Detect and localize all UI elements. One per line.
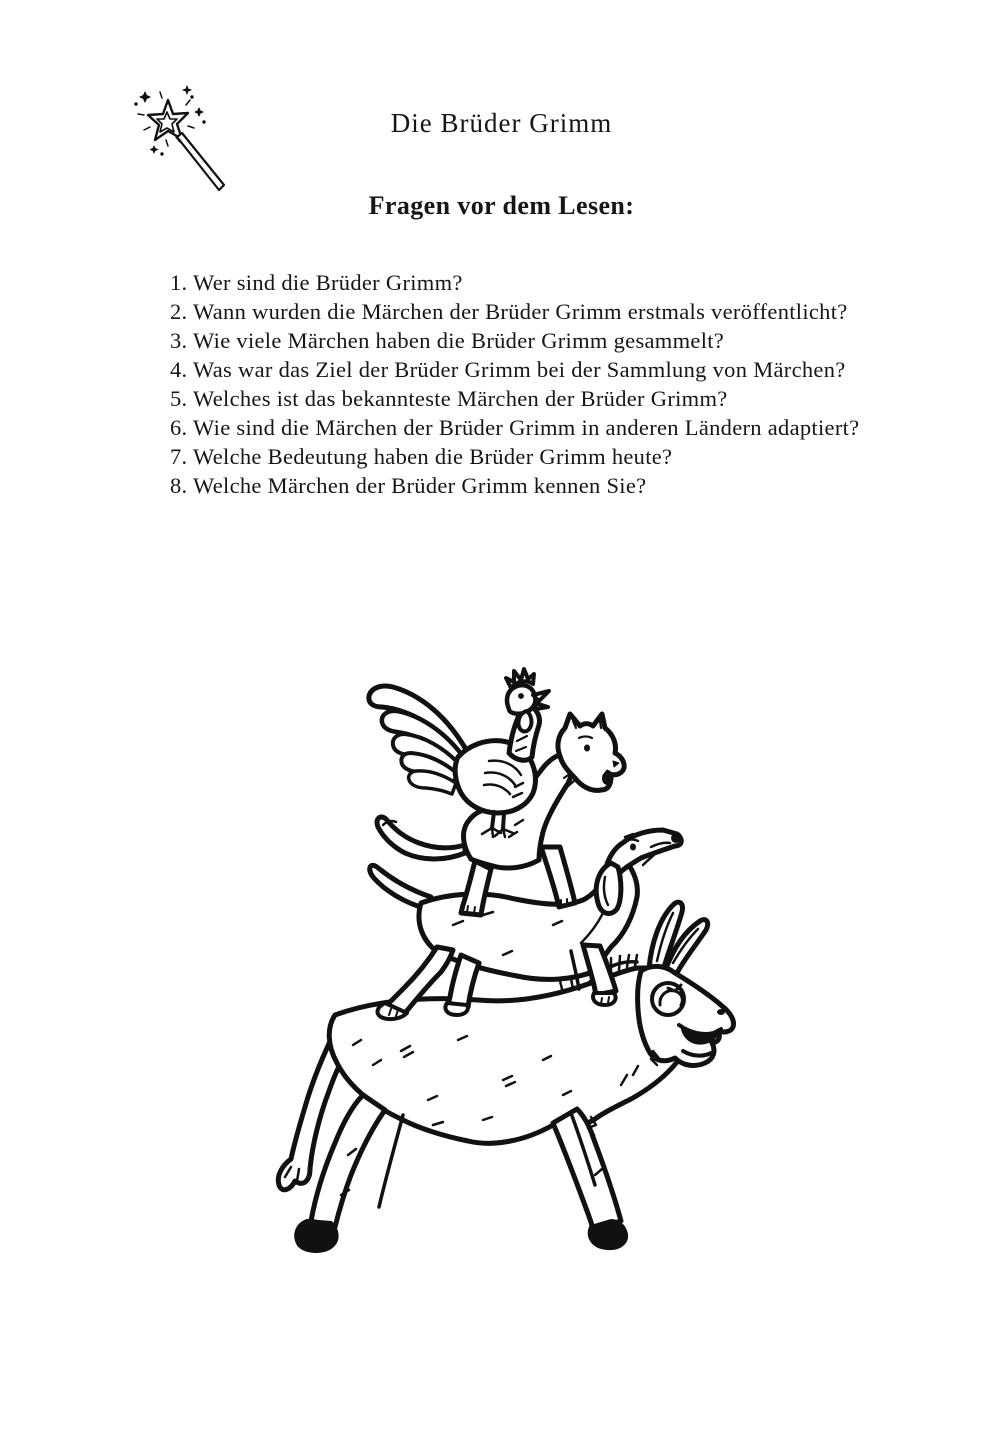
- question-number: 7.: [170, 444, 188, 469]
- question-text: Wie sind die Märchen der Brüder Grimm in anderen Ländern adaptiert?: [193, 415, 860, 440]
- question-item: [133, 268, 867, 297]
- question-text: Welche Märchen der Brüder Grimm kennen Sie?: [193, 473, 647, 498]
- question-text: Wann wurden die Märchen der Brüder Grimm erstmals veröffentlicht?: [193, 299, 848, 324]
- question-number: 4.: [170, 357, 188, 382]
- question-item: [133, 355, 867, 384]
- bremen-musicians-illustration: [253, 655, 753, 1275]
- question-item: [133, 413, 867, 442]
- section-heading: Fragen vor dem Lesen:: [368, 191, 635, 220]
- question-item: [133, 326, 867, 355]
- question-item: [133, 471, 867, 500]
- question-text: Wer sind die Brüder Grimm?: [193, 270, 463, 295]
- question-number: 6.: [170, 415, 188, 440]
- question-text: Was war das Ziel der Brüder Grimm bei der Sammlung von Märchen?: [193, 357, 846, 382]
- question-number: 5.: [170, 386, 188, 411]
- page-title: Die Brüder Grimm: [390, 108, 613, 138]
- question-number: 3.: [170, 328, 188, 353]
- question-item: [133, 384, 867, 413]
- question-number: 8.: [170, 473, 188, 498]
- question-text: Welches ist das bekannteste Märchen der Brüder Grimm?: [193, 386, 728, 411]
- question-text: Wie viele Märchen haben die Brüder Grimm gesammelt?: [193, 328, 725, 353]
- question-item: [133, 297, 867, 326]
- questions-list: [133, 268, 867, 500]
- question-text: Welche Bedeutung haben die Brüder Grimm heute?: [193, 444, 673, 469]
- magic-wand-icon: [132, 84, 232, 196]
- question-item: [133, 442, 867, 471]
- question-number: 2.: [170, 299, 188, 324]
- question-number: 1.: [170, 270, 188, 295]
